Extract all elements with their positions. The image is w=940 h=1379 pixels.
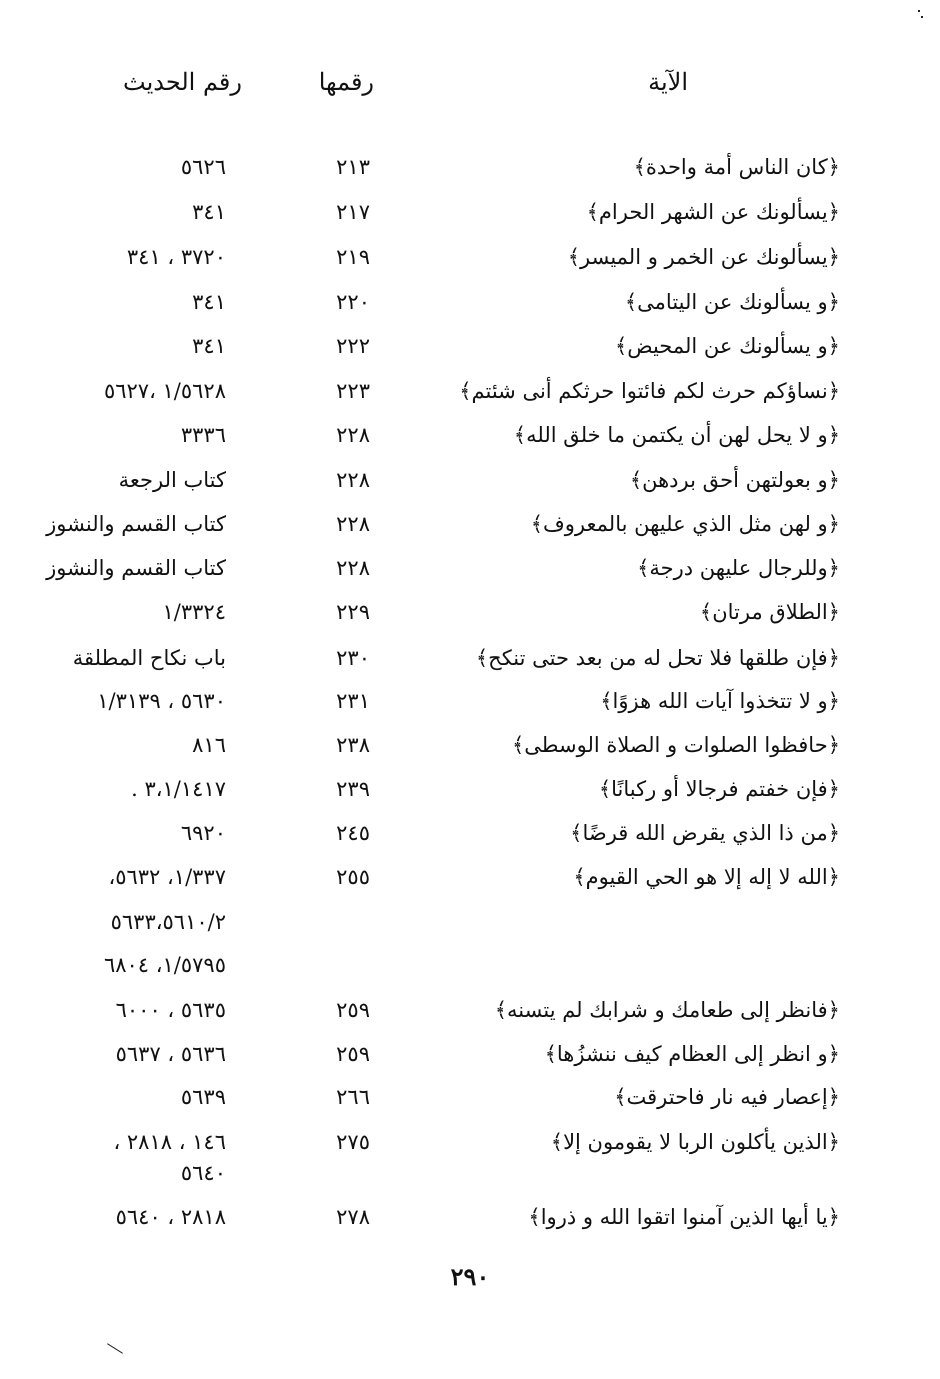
row-hadith-number: ١/٣٣٧، ٥٦٣٢، bbox=[108, 865, 226, 889]
row-verse: ﴿و انظر إلى العظام كيف ننشزُها﴾ bbox=[544, 1042, 840, 1066]
row-verse: ﴿كان الناس أمة واحدة﴾ bbox=[633, 155, 840, 179]
scan-speck bbox=[918, 10, 920, 12]
row-verse: ﴿و يسألونك عن المحيض﴾ bbox=[614, 334, 840, 358]
row-verse-number: ٢٢٨ bbox=[336, 468, 370, 492]
row-hadith-number: ١٤٦ ، ٢٨١٨ ، bbox=[113, 1130, 226, 1154]
row-hadith-number: ٥٦٣٣،٥٦١٠/٢ bbox=[110, 910, 226, 934]
row-verse: ﴿و بعولتهن أحق بردهن﴾ bbox=[629, 468, 840, 492]
row-hadith-number: ٥٦٣٩ bbox=[180, 1085, 226, 1109]
row-verse: ﴿الذين يأكلون الربا لا يقومون إلا﴾ bbox=[550, 1130, 840, 1154]
row-verse-number: ٢٥٩ bbox=[336, 998, 370, 1022]
header-verse: الآية bbox=[648, 68, 688, 96]
row-verse: ﴿من ذا الذي يقرض الله قرضًا﴾ bbox=[570, 821, 840, 845]
row-verse: ﴿فإن خفتم فرجالا أو ركبانًا﴾ bbox=[598, 777, 840, 801]
row-verse-number: ٢٣٩ bbox=[336, 777, 370, 801]
row-verse-number: ٢٦٦ bbox=[336, 1085, 370, 1109]
row-hadith-number: ٣،١/١٤١٧ . bbox=[131, 777, 226, 801]
row-hadith-number: ٥٦٣٠ ، ١/٣١٣٩ bbox=[97, 689, 226, 713]
row-verse: ﴿و لهن مثل الذي عليهن بالمعروف﴾ bbox=[530, 512, 840, 536]
row-hadith-number: باب نكاح المطلقة bbox=[72, 646, 226, 670]
row-hadith-number: كتاب الرجعة bbox=[118, 468, 226, 492]
scan-speck bbox=[921, 16, 923, 18]
row-hadith-number: ٨١٦ bbox=[192, 733, 226, 757]
row-hadith-number: كتاب القسم والنشوز bbox=[46, 556, 226, 580]
row-hadith-number: ١/٥٦٢٨ ،٥٦٢٧ bbox=[103, 379, 226, 403]
row-verse-number: ٢١٩ bbox=[336, 245, 370, 269]
scan-mark bbox=[107, 1343, 123, 1353]
row-verse: ﴿حافظوا الصلوات و الصلاة الوسطى﴾ bbox=[511, 733, 840, 757]
row-verse-number: ٢٢٨ bbox=[336, 556, 370, 580]
row-verse-number: ٢٥٥ bbox=[336, 865, 370, 889]
row-verse-number: ٢٢٠ bbox=[336, 290, 370, 314]
row-verse: ﴿الطلاق مرتان﴾ bbox=[699, 600, 840, 624]
row-verse-number: ٢٢٩ bbox=[336, 600, 370, 624]
row-verse-number: ٢١٧ bbox=[336, 200, 370, 224]
row-hadith-number: ١/٥٧٩٥، ٦٨٠٤ bbox=[103, 953, 226, 977]
page-number: ٢٩٠ bbox=[450, 1262, 490, 1291]
row-verse-number: ٢٥٩ bbox=[336, 1042, 370, 1066]
row-verse: ﴿يا أيها الذين آمنوا اتقوا الله و ذروا﴾ bbox=[528, 1205, 840, 1229]
row-hadith-number: ٣٧٢٠ ، ٣٤١ bbox=[126, 245, 226, 269]
row-verse: ﴿نساؤكم حرث لكم فائتوا حرثكم أنى شئتم﴾ bbox=[459, 379, 840, 403]
row-verse-number: ٢٧٨ bbox=[336, 1205, 370, 1229]
row-hadith-number: ٥٦٤٠ bbox=[180, 1161, 226, 1185]
header-hadith-number: رقم الحديث bbox=[123, 68, 242, 96]
row-verse: ﴿فانظر إلى طعامك و شرابك لم يتسنه﴾ bbox=[494, 998, 840, 1022]
row-verse: ﴿و يسألونك عن اليتامى﴾ bbox=[624, 290, 840, 314]
row-verse: ﴿إعصار فيه نار فاحترقت﴾ bbox=[614, 1085, 840, 1109]
row-verse-number: ٢٧٥ bbox=[336, 1130, 370, 1154]
row-verse: ﴿الله لا إله إلا هو الحي القيوم﴾ bbox=[573, 865, 840, 889]
row-hadith-number: ٥٦٣٦ ، ٥٦٣٧ bbox=[115, 1042, 226, 1066]
row-verse-number: ٢٢٣ bbox=[336, 379, 370, 403]
row-verse-number: ٢٣١ bbox=[336, 689, 370, 713]
row-verse: ﴿و لا يحل لهن أن يكتمن ما خلق الله﴾ bbox=[513, 423, 840, 447]
row-verse-number: ٢٢٢ bbox=[336, 334, 370, 358]
row-hadith-number: ٦٩٢٠ bbox=[180, 821, 226, 845]
row-verse-number: ٢٣٠ bbox=[336, 646, 370, 670]
header-verse-number: رقمها bbox=[318, 68, 374, 96]
row-verse-number: ٢٣٨ bbox=[336, 733, 370, 757]
row-hadith-number: كتاب القسم والنشوز bbox=[46, 512, 226, 536]
row-hadith-number: ٣٤١ bbox=[192, 334, 226, 358]
row-verse-number: ٢١٣ bbox=[336, 155, 370, 179]
row-verse-number: ٢٢٨ bbox=[336, 423, 370, 447]
row-verse-number: ٢٤٥ bbox=[336, 821, 370, 845]
row-hadith-number: ٥٦٢٦ bbox=[180, 155, 226, 179]
row-verse: ﴿يسألونك عن الشهر الحرام﴾ bbox=[586, 200, 840, 224]
row-hadith-number: ٣٤١ bbox=[192, 290, 226, 314]
row-hadith-number: ٣٤١ bbox=[192, 200, 226, 224]
row-hadith-number: ٥٦٣٥ ، ٦٠٠٠ bbox=[115, 998, 226, 1022]
row-verse: ﴿يسألونك عن الخمر و الميسر﴾ bbox=[567, 245, 840, 269]
row-hadith-number: ٢٨١٨ ، ٥٦٤٠ bbox=[115, 1205, 226, 1229]
row-hadith-number: ١/٣٣٢٤ bbox=[162, 600, 226, 624]
row-verse: ﴿و لا تتخذوا آيات الله هزوًا﴾ bbox=[600, 689, 840, 713]
row-verse: ﴿فإن طلقها فلا تحل له من بعد حتى تنكح﴾ bbox=[475, 646, 840, 670]
row-verse-number: ٢٢٨ bbox=[336, 512, 370, 536]
row-verse: ﴿وللرجال عليهن درجة﴾ bbox=[637, 556, 840, 580]
row-hadith-number: ٣٣٣٦ bbox=[180, 423, 226, 447]
